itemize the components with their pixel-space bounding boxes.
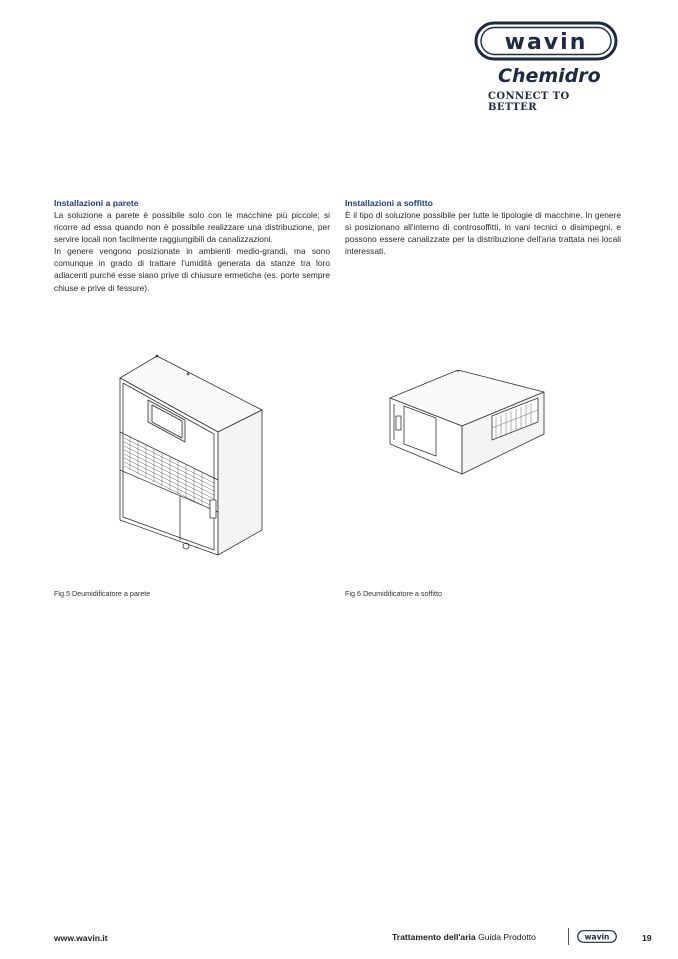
- chemidro-logo: [498, 60, 608, 90]
- wall-dehumidifier-illustration: [100, 350, 280, 565]
- wavin-logo-text: wavin: [504, 30, 588, 55]
- footer-divider: [568, 928, 569, 945]
- wall-installation-title: Installazioni a parete: [54, 198, 139, 208]
- footer-logo-text: wavin: [584, 932, 610, 942]
- wall-installation-section: [54, 197, 330, 294]
- footer-doc-title: Trattamento dell'aria: [392, 932, 476, 942]
- wall-installation-paragraph-1: La soluzione a parete è possibile solo con le macchine più piccole; si ricorre ad essa quando non è possibile realizzare una distribuzione, per servire locali non facilmente raggiungibili da canalizzazioni.: [54, 210, 330, 245]
- page-number: 19: [642, 933, 652, 943]
- footer-wavin-logo: [577, 930, 617, 943]
- wall-installation-paragraph-2: In genere vengono posizionate in ambienti medio-grandi, ma sono comunque in grado di trattare l'umidità generata da stanze tra loro adiacenti purché esse siano prive di chiusure ermetiche (es. porte sempre chiuse e prive di fessure).: [54, 246, 330, 293]
- ceiling-installation-section: [345, 197, 621, 257]
- footer-website: www.wavin.it: [54, 933, 108, 943]
- footer-document-title: [392, 932, 536, 942]
- ceiling-installation-title: Installazioni a soffitto: [345, 198, 433, 208]
- brand-tagline: CONNECT TO BETTER: [488, 91, 570, 113]
- fig5-caption: Fig.5 Deumidificatore a parete: [54, 589, 151, 598]
- footer-doc-subtitle: Guida Prodotto: [478, 932, 536, 942]
- fig6-caption: Fig.6 Deumidificatore a soffitto: [345, 589, 442, 598]
- ceiling-installation-paragraph-1: È il tipo di soluzione possibile per tutte le tipologie di macchine. In genere si posizionano all'interno di controsoffitti, in vani tecnici o disimpegni, e possono essere canalizzate per la distribuzione dell'aria trattata nei locali interessati.: [345, 210, 621, 257]
- wavin-logo: [474, 21, 618, 61]
- ceiling-dehumidifier-illustration: [384, 370, 554, 482]
- chemidro-logo-text: Chemidro: [498, 65, 601, 87]
